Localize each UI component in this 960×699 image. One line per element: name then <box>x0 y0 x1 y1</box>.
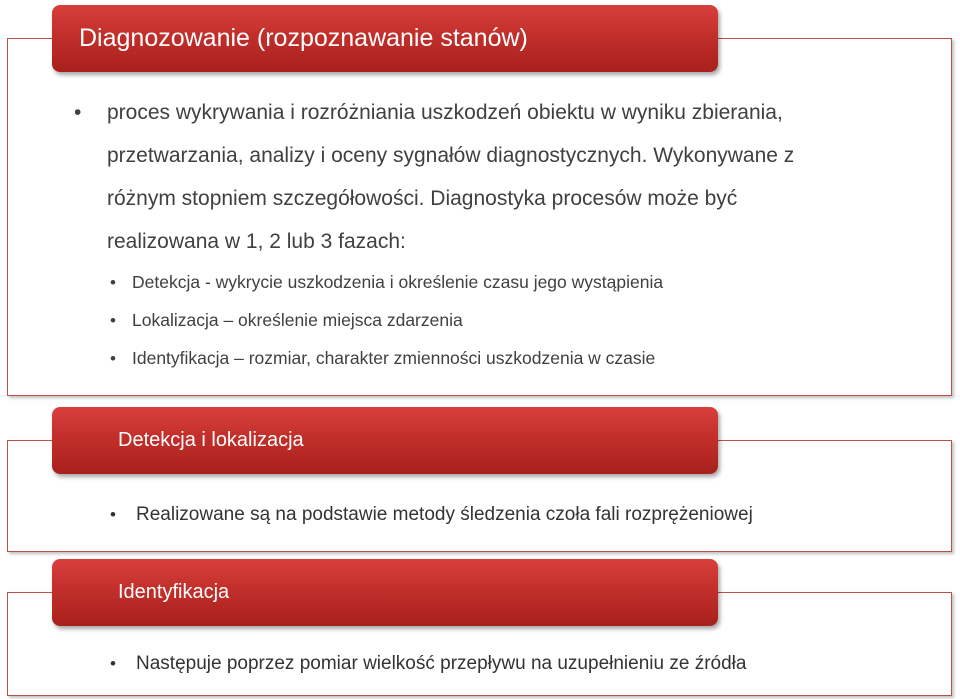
detection-banner <box>52 407 718 474</box>
phase-label: Lokalizacja – określenie miejsca zdarzenia <box>132 310 463 330</box>
bullet-dot-icon: • <box>74 101 82 124</box>
detection-item <box>110 504 753 526</box>
detection-text: Realizowane są na podstawie metody śledzenia czoła fali rozprężeniowej <box>136 504 753 525</box>
bullet-dot-icon: • <box>110 654 116 673</box>
bullet-dot-icon: • <box>110 349 116 368</box>
section-heading: Identyfikacja <box>118 581 230 603</box>
section-heading: Detekcja i lokalizacja <box>118 429 304 451</box>
bullet-dot-icon: • <box>110 505 116 524</box>
definition-bullet <box>74 91 834 263</box>
phase-item <box>110 272 663 293</box>
phase-label: Detekcja - wykrycie uszkodzenia i określenie czasu jego wystąpienia <box>132 272 664 292</box>
identification-text: Następuje poprzez pomiar wielkość przepływu na uzupełnieniu ze źródła <box>136 653 747 674</box>
identification-banner <box>52 559 718 626</box>
page-title: Diagnozowanie (rozpoznawanie stanów) <box>79 24 528 52</box>
phase-label: Identyfikacja – rozmiar, charakter zmienności uszkodzenia w czasie <box>132 348 656 368</box>
identification-item <box>110 653 746 675</box>
definition-text: proces wykrywania i rozróżniania uszkodzeń obiektu w wyniku zbierania, przetwarzania, analizy i oceny sygnałów diagnostycznych. Wykonywane z różnym stopniem szczegółowości. Diagnostyka procesów może być realizowana w 1, 2 lub 3 fazach: <box>107 101 795 253</box>
phase-item <box>110 310 463 331</box>
title-banner <box>52 5 718 72</box>
bullet-dot-icon: • <box>110 273 116 292</box>
phase-item <box>110 348 655 369</box>
bullet-dot-icon: • <box>110 311 116 330</box>
